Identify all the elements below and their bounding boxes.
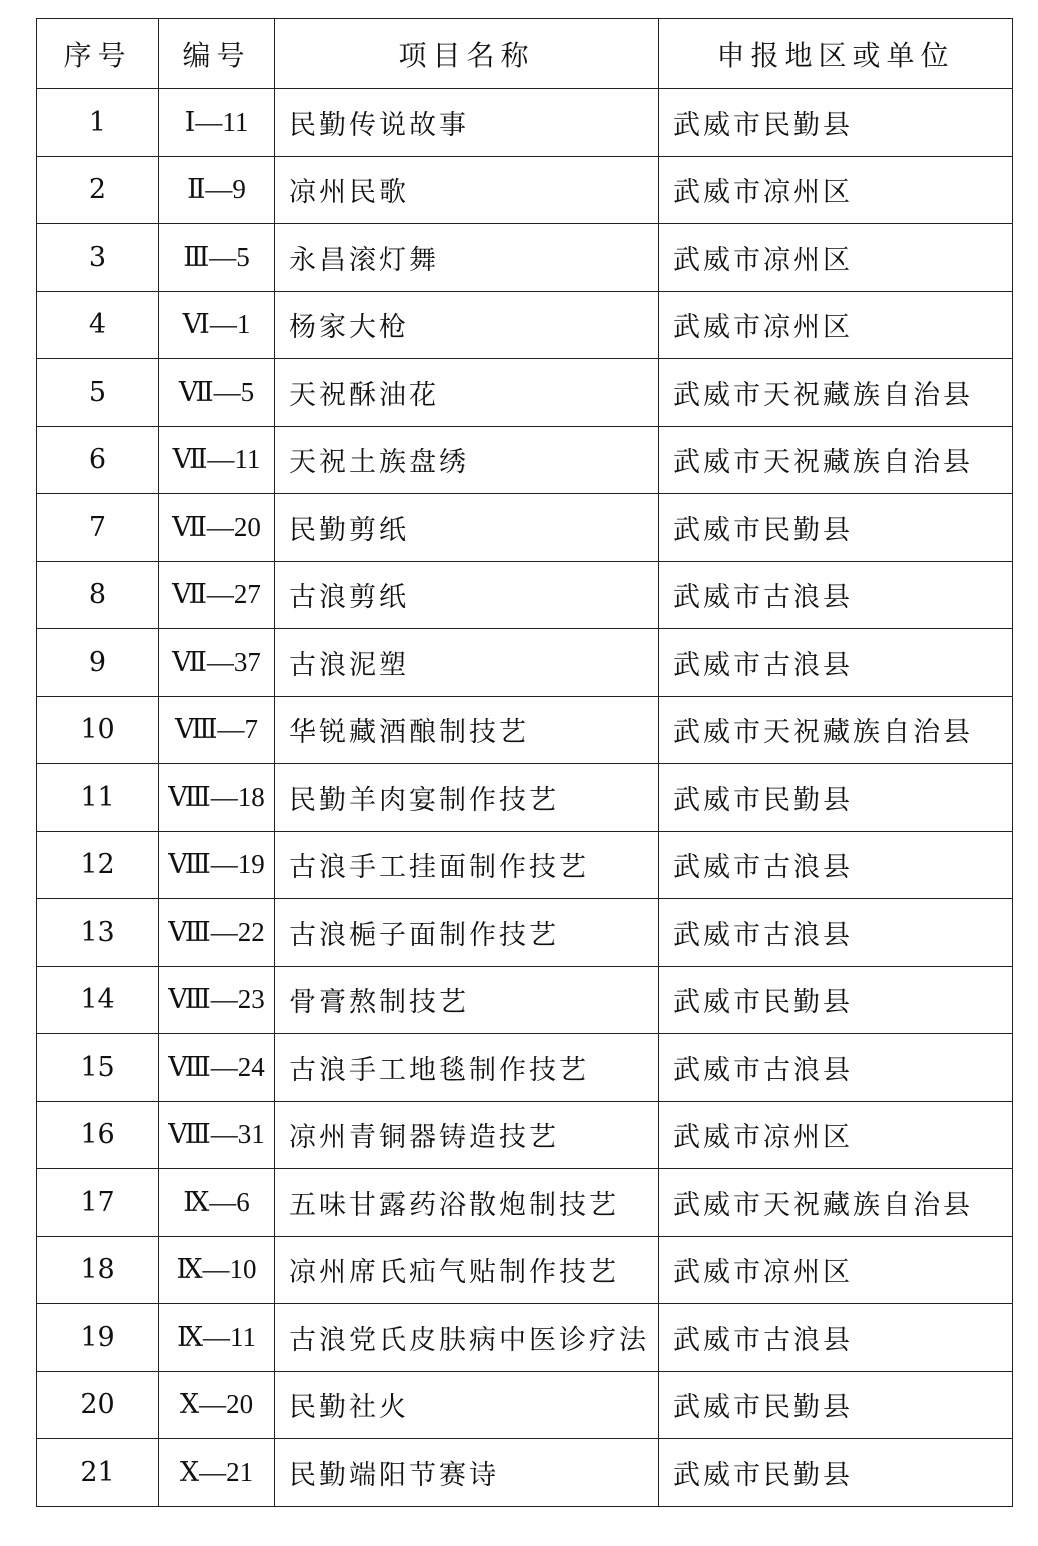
cell-region: 武威市天祝藏族自治县 [659,1169,1013,1237]
cell-name: 骨膏熬制技艺 [275,966,659,1034]
cell-code: Ⅶ—5 [159,359,275,427]
table-row [37,156,1013,224]
table-row [37,1101,1013,1169]
cell-code: Ⅷ—23 [159,966,275,1034]
cell-region: 武威市凉州区 [659,1236,1013,1304]
cell-region: 武威市民勤县 [659,1439,1013,1507]
cell-seq: 1 [37,89,159,157]
cell-region: 武威市凉州区 [659,156,1013,224]
table-row [37,899,1013,967]
cell-region: 武威市天祝藏族自治县 [659,426,1013,494]
cell-seq: 18 [37,1236,159,1304]
cell-region: 武威市古浪县 [659,1034,1013,1102]
cell-region: 武威市凉州区 [659,224,1013,292]
cell-region: 武威市古浪县 [659,899,1013,967]
cell-name: 民勤社火 [275,1371,659,1439]
cell-seq: 13 [37,899,159,967]
header-region: 申报地区或单位 [659,19,1013,89]
cell-seq: 14 [37,966,159,1034]
cell-region: 武威市民勤县 [659,1371,1013,1439]
cell-region: 武威市古浪县 [659,561,1013,629]
cell-name: 五味甘露药浴散炮制技艺 [275,1169,659,1237]
cell-region: 武威市民勤县 [659,89,1013,157]
cell-seq: 3 [37,224,159,292]
table-row [37,966,1013,1034]
cell-code: Ⅶ—37 [159,629,275,697]
cell-seq: 8 [37,561,159,629]
cell-name: 古浪梔子面制作技艺 [275,899,659,967]
cell-code: Ⅲ—5 [159,224,275,292]
cell-code: Ⅶ—20 [159,494,275,562]
cell-seq: 7 [37,494,159,562]
table-row [37,831,1013,899]
cell-seq: 20 [37,1371,159,1439]
cell-region: 武威市民勤县 [659,966,1013,1034]
cell-code: Ⅷ—31 [159,1101,275,1169]
cell-code: Ⅷ—22 [159,899,275,967]
header-name: 项目名称 [275,19,659,89]
cell-code: Ⅷ—24 [159,1034,275,1102]
cell-region: 武威市凉州区 [659,291,1013,359]
cell-code: Ⅸ—6 [159,1169,275,1237]
cell-name: 古浪手工挂面制作技艺 [275,831,659,899]
cell-name: 古浪剪纸 [275,561,659,629]
cell-name: 古浪党氏皮肤病中医诊疗法 [275,1304,659,1372]
cell-seq: 17 [37,1169,159,1237]
cell-seq: 4 [37,291,159,359]
cell-region: 武威市民勤县 [659,494,1013,562]
cell-region: 武威市凉州区 [659,1101,1013,1169]
cell-seq: 15 [37,1034,159,1102]
table-row [37,696,1013,764]
cell-name: 古浪泥塑 [275,629,659,697]
cell-seq: 11 [37,764,159,832]
header-seq: 序号 [37,19,159,89]
table-row [37,426,1013,494]
cell-code: Ⅶ—27 [159,561,275,629]
table-row [37,1169,1013,1237]
cell-code: Ⅵ—1 [159,291,275,359]
cell-name: 古浪手工地毯制作技艺 [275,1034,659,1102]
cell-name: 天祝酥油花 [275,359,659,427]
cell-seq: 10 [37,696,159,764]
cell-seq: 16 [37,1101,159,1169]
cell-name: 民勤剪纸 [275,494,659,562]
cell-code: Ⅸ—11 [159,1304,275,1372]
cell-code: Ⅰ—11 [159,89,275,157]
cell-code: Ⅹ—21 [159,1439,275,1507]
cell-region: 武威市古浪县 [659,831,1013,899]
cell-seq: 6 [37,426,159,494]
table-row [37,359,1013,427]
cell-seq: 21 [37,1439,159,1507]
cell-code: Ⅱ—9 [159,156,275,224]
cell-code: Ⅸ—10 [159,1236,275,1304]
cell-seq: 9 [37,629,159,697]
table-row [37,89,1013,157]
table-row [37,1439,1013,1507]
cell-region: 武威市天祝藏族自治县 [659,696,1013,764]
table-row [37,1236,1013,1304]
cell-name: 永昌滚灯舞 [275,224,659,292]
cell-name: 民勤传说故事 [275,89,659,157]
table-row [37,494,1013,562]
cell-seq: 12 [37,831,159,899]
cell-code: Ⅷ—19 [159,831,275,899]
cell-region: 武威市民勤县 [659,764,1013,832]
table-row [37,629,1013,697]
header-code: 编号 [159,19,275,89]
table-row [37,1304,1013,1372]
table-body [37,89,1013,1507]
cell-name: 天祝土族盘绣 [275,426,659,494]
cell-name: 民勤端阳节赛诗 [275,1439,659,1507]
cell-name: 凉州青铜器铸造技艺 [275,1101,659,1169]
cell-name: 凉州民歌 [275,156,659,224]
cell-code: Ⅷ—7 [159,696,275,764]
cell-seq: 2 [37,156,159,224]
cell-region: 武威市古浪县 [659,629,1013,697]
table-row [37,1034,1013,1102]
cell-seq: 19 [37,1304,159,1372]
table-row [37,1371,1013,1439]
cell-region: 武威市古浪县 [659,1304,1013,1372]
table-row [37,764,1013,832]
cell-name: 杨家大枪 [275,291,659,359]
cell-name: 民勤羊肉宴制作技艺 [275,764,659,832]
cell-code: Ⅶ—11 [159,426,275,494]
cell-name: 凉州席氏疝气贴制作技艺 [275,1236,659,1304]
cell-code: Ⅹ—20 [159,1371,275,1439]
cell-name: 华锐藏酒酿制技艺 [275,696,659,764]
table-row [37,291,1013,359]
table-row [37,561,1013,629]
table-row [37,224,1013,292]
table-header-row [37,19,1013,89]
heritage-items-table [36,18,1013,1507]
cell-seq: 5 [37,359,159,427]
cell-region: 武威市天祝藏族自治县 [659,359,1013,427]
cell-code: Ⅷ—18 [159,764,275,832]
